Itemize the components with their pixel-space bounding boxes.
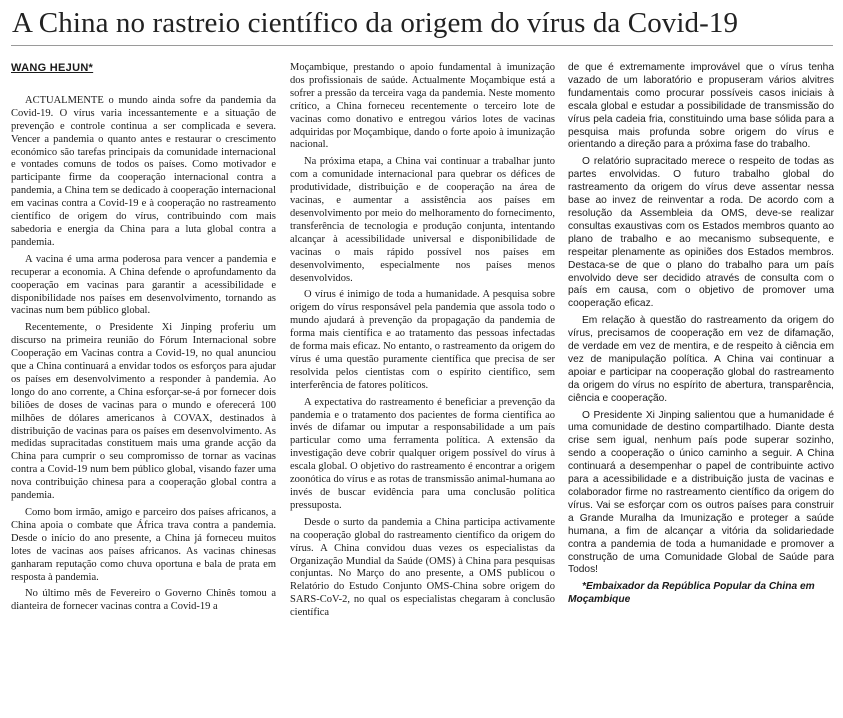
paragraph: Em relação à questão do rastreamento da origem do vírus, precisamos de cooperação em vez de difamação, de verdade em vez de mentira, e de respeito à ciência em vez de manipulação política. A China vai continuar a apoiar e participar na cooperação global do rastreamento da origem do vírus no espírito de abertura, transparência, ciência e cooperação. <box>568 315 834 404</box>
paragraph: Moçambique, prestando o apoio fundamental à imunização dos profissionais de saúde. Actualmente Moçambique está a sofrer a pressão da terceira vaga da pandemia. Neste momento crítico, a China forneceu recentemente o terceiro lote de vacinas como donativo e entregou vários lotes de vacinas adquiridas por Moçambique, dando o forte apoio à imunização nacional. <box>290 62 555 151</box>
author-byline: WANG HEJUN* <box>11 62 94 74</box>
paragraph: de que é extremamente improvável que o vírus tenha vazado de um laboratório e propuseram vários alvitres fundamentais como procurar possíveis casos iniciais à escala global e estudar a possibilidade de transmissão do vírus pela cadeia fria, constituindo uma base sólida para a pesquisa mais profunda sobre origem do vírus e orientando a direção para a próxima fase do trabalho. <box>568 62 834 151</box>
paragraph: ACTUALMENTE o mundo ainda sofre da pandemia da Covid-19. O vírus varia incessantemente e a situação de prevenção e controle continua a ser complicada e severa. Vencer a pandemia o quanto antes e restaurar o crescimento económico são tarefas principais da comunidade internacional e vontades comuns de todos os países. Como motivador e participante firme da cooperação internacional contra a pandemia, a China tem se dedicado à cooperação internacional em vacinas contra a Covid-19 e à cooperação no rastreamento científico de origem do vírus, contribuindo com mais sabedoria e energia da China para a luta global contra a pandemia. <box>11 94 276 248</box>
author-footnote: *Embaixador da República Popular da China em Moçambique <box>568 581 815 606</box>
headline-divider <box>11 45 833 46</box>
paragraph: O vírus é inimigo de toda a humanidade. A pesquisa sobre origem do vírus responsável pela pandemia que assola todo o mundo ajudará à prevenção da propagação da pandemia de forma mais científica e ao tratamento das pessoas infectadas de forma mais eficaz. No entanto, o rastreamento da origem do vírus é uma questão puramente científica que precisa de ser resolvida pelos cientistas com o espírito científico, sem interferência de fatores políticos. <box>290 289 555 391</box>
article-headline: A China no rastreio científico da origem do vírus da Covid-19 <box>12 7 739 39</box>
article-column-3 <box>568 62 834 611</box>
paragraph: Recentemente, o Presidente Xi Jinping proferiu um discurso na primeira reunião do Fórum Internacional sobre Cooperação em Vacinas contra a Covid-19, no qual anunciou que a China continuará a envidar todos os esforços para ajudar os países em desenvolvimento a responder à pandemia. Ao longo do ano corrente, a China esforçar-se-á por fornecer dois biliões de doses de vacinas para o mundo e oferecerá 100 milhões de dólares americanos à COVAX, destinados à distribuição de vacinas para os países em desenvolvimento. As medidas supracitadas constituem mais uma grande acção da China para cumprir o seu compromisso de tornar as vacinas contra a Covid-19 num bem público global, visando fazer uma nova contribuição chinesa para a cooperação global contra a pandemia. <box>11 322 276 502</box>
paragraph: Desde o surto da pandemia a China participa activamente na cooperação global do rastreamento científico da origem do vírus. A China convidou duas vezes os especialistas da Organização Mundial da Saúde (OMS) à China para pesquisas conjuntas. No Março do ano presente, a OMS publicou o Relatório do Estudo Conjunto OMS-China sobre origem do SARS-CoV-2, no qual os especialistas chegaram à conclusão científica <box>290 516 555 619</box>
paragraph: Na próxima etapa, a China vai continuar a trabalhar junto com a comunidade internacional para quebrar os défices de produtividade, distribuição e de cooperação na área de vacinas, e aumentar a assistência aos países em desenvolvimento por meio do melhoramento do fornecimento, transferência de tecnologia e produção conjunta, intentando alcançar à acessibilidade universal e disponibilidade de vacinas o mais rápido possível nos países em desenvolvimento, especialmente nos países menos desenvolvidos. <box>290 156 555 284</box>
article-column-2 <box>290 62 555 624</box>
paragraph: Como bom irmão, amigo e parceiro dos países africanos, a China apoia o combate que África trava contra a pandemia. Desde o início do ano presente, a China já forneceu muitos lotes de vacinas aos países africanos. As vacinas chinesas ganharam reputação como chuva oportuna e bala de prata em resposta à pandemia. <box>11 507 276 583</box>
paragraph: A vacina é uma arma poderosa para vencer a pandemia e recuperar a economia. A China defende o aprofundamento da cooperação em vacinas para garantir a acessibilidade e disponibilidade nos países em desenvolvimento, tornando as vacinas num bem público global. <box>11 253 276 317</box>
paragraph: O Presidente Xi Jinping salientou que a humanidade é uma comunidade de destino compartilhado. Diante desta crise sem igual, nenhum país pode superar sozinho, sendo a cooperação o único caminho a seguir. A China continuará a desempenhar o papel de contribuinte activo para a acessibilidade e a distribuição justa de vacinas e colaborador firme no rastreamento científico da origem do vírus. Vai se esforçar com os outros países para construir a Grande Muralha da Imunização e proteger a saúde humana, a fim de alcançar a vitória da solidariedade contra a pandemia de toda a humanidade e promover a construção de uma Comunidade Global de Saúde para Todos! <box>568 409 834 576</box>
paragraph: No último mês de Fevereiro o Governo Chinês tomou a dianteira de fornecer vacinas contra a Covid-19 a <box>11 588 276 613</box>
paragraph: O relatório supracitado merece o respeito de todas as partes envolvidas. O futuro trabalho global do rastreamento da origem do vírus deve assentar nessa base ao invez de reinventar a roda. De acordo com a resolução da Assembleia da OMS, deve-se realizar consultas exaustivas com os Estados membros quanto ao plano de trabalho e ao mecanismo subsequente, e respeitar plenamente as opiniões dos Estados membros. Destaca-se de que o plano do trabalho para um país envolvido deve ser decidido através de consulta com o país em causa, com o objetivo de promover uma cooperação eficaz. <box>568 156 834 310</box>
article-column-1 <box>11 62 276 618</box>
paragraph: A expectativa do rastreamento é beneficiar a prevenção da pandemia e o tratamento dos pacientes de forma científica ao invés de difamar ou imputar a responsabilidade a um país particular como uma ferramenta política. A extensão da investigação deve cobrir qualquer origem possível do vírus à escala global. O objetivo do rastreamento é encontrar a origem zoonótica do vírus e as rotas de transmissão animal-humana ao invés de buscar evidência para uma conclusão política pressuposta. <box>290 396 555 511</box>
